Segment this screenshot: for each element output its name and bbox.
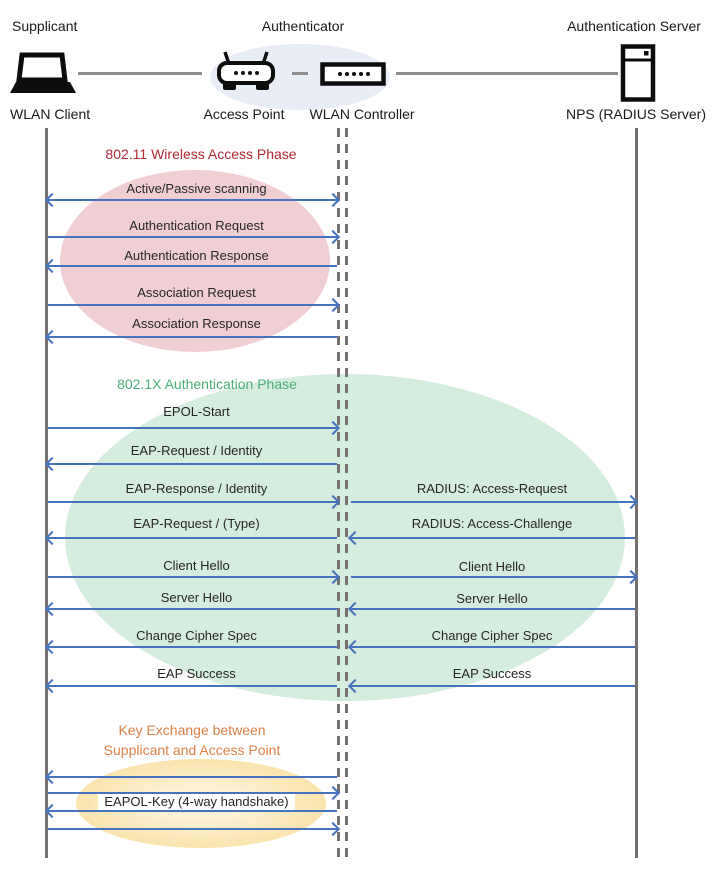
role-supplicant: Supplicant xyxy=(12,18,78,34)
message-label: Active/Passive scanning xyxy=(126,181,267,196)
message-label: EAP Success xyxy=(157,666,236,681)
message-label: RADIUS: Access-Challenge xyxy=(411,516,573,531)
arrow-left xyxy=(351,685,635,687)
message-label: EAP-Request / Identity xyxy=(130,443,263,458)
arrow-bidirectional xyxy=(48,199,337,201)
message-label: RADIUS: Access-Request xyxy=(416,481,568,496)
laptop-icon xyxy=(10,52,76,96)
label-wlan-client: WLAN Client xyxy=(10,106,91,122)
arrow-left xyxy=(48,265,337,267)
connector-line xyxy=(78,72,202,75)
arrow-left xyxy=(351,646,635,648)
arrow-left xyxy=(48,537,337,539)
arrow-right xyxy=(48,236,337,238)
access-point-icon xyxy=(214,50,278,94)
arrow-right xyxy=(48,828,337,830)
arrow-left xyxy=(48,463,337,465)
message-label: EPOL-Start xyxy=(163,404,230,419)
message-label: EAP-Response / Identity xyxy=(125,481,268,496)
arrow-right xyxy=(351,501,635,503)
arrow-right xyxy=(48,427,337,429)
phase3-title-line2: Supplicant and Access Point xyxy=(103,742,281,758)
phase1-title: 802.11 Wireless Access Phase xyxy=(105,146,297,162)
message-label: EAP-Request / (Type) xyxy=(133,516,260,531)
message-label: Association Response xyxy=(132,316,261,331)
message-label: Authentication Response xyxy=(124,248,269,263)
phase3-title-line1: Key Exchange between xyxy=(118,722,266,738)
arrow-right xyxy=(351,576,635,578)
arrow-right xyxy=(48,304,337,306)
message-label: EAP Success xyxy=(452,666,532,681)
message-label: Server Hello xyxy=(456,591,528,606)
arrow-left xyxy=(351,537,635,539)
arrow-left xyxy=(48,646,337,648)
message-label: Association Request xyxy=(137,285,256,300)
message-label-wrap xyxy=(52,793,341,811)
message-label: Change Cipher Spec xyxy=(431,628,553,643)
phase3-title xyxy=(104,720,281,760)
arrow-left xyxy=(48,685,337,687)
wlan-controller-icon xyxy=(320,62,386,86)
label-nps-radius-server: NPS (RADIUS Server) xyxy=(565,106,707,122)
message-label: Change Cipher Spec xyxy=(136,628,257,643)
connector-line xyxy=(396,72,618,75)
phase2-title: 802.1X Authentication Phase xyxy=(117,376,297,392)
connector-dash xyxy=(292,72,308,75)
arrow-left xyxy=(351,608,635,610)
server-icon xyxy=(620,44,656,102)
label-wlan-controller: WLAN Controller xyxy=(309,106,415,122)
lifeline-wlan-controller-dashed xyxy=(345,128,348,858)
arrow-right xyxy=(48,501,337,503)
message-label: EAPOL-Key (4-way handshake) xyxy=(98,794,294,810)
arrow-left xyxy=(48,336,337,338)
label-access-point: Access Point xyxy=(203,106,285,122)
message-label: Client Hello xyxy=(458,559,526,574)
message-label: Server Hello xyxy=(160,590,233,605)
message-label: Authentication Request xyxy=(129,218,264,233)
arrow-left xyxy=(48,776,337,778)
role-authenticator: Authenticator xyxy=(261,18,345,34)
message-label: Client Hello xyxy=(163,558,230,573)
arrow-left xyxy=(48,608,337,610)
lifeline-radius-server xyxy=(635,128,638,858)
role-authentication-server: Authentication Server xyxy=(567,18,701,34)
arrow-right xyxy=(48,576,337,578)
